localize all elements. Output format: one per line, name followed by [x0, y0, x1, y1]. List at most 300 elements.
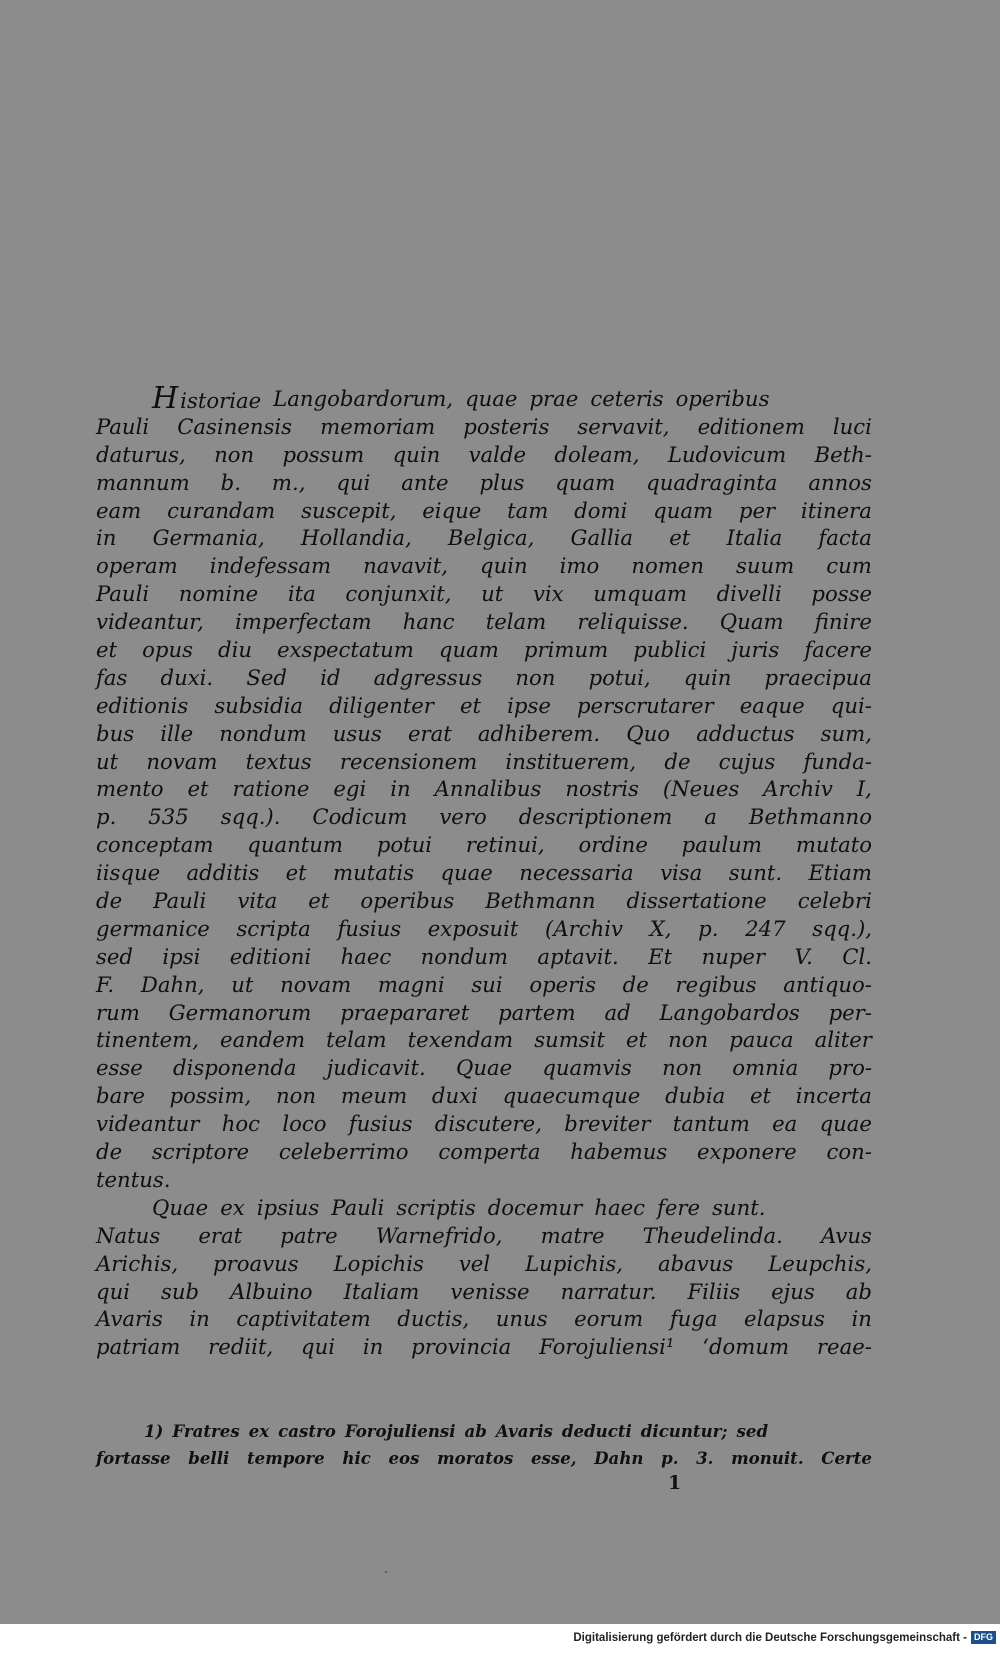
word: additis: [186, 860, 260, 886]
word: suum: [736, 553, 795, 579]
word: navavit,: [363, 553, 448, 579]
word: Forojuliensi¹: [539, 1334, 675, 1360]
word: ratione: [232, 776, 310, 802]
text-line: [96, 943, 872, 971]
word: aliter: [814, 1027, 872, 1053]
word: sunt.: [728, 860, 783, 886]
word: conceptam: [96, 832, 214, 858]
word: Sed: [246, 664, 287, 690]
word: memoriam: [320, 413, 436, 439]
word: necessaria: [519, 860, 634, 886]
word: exposuit: [427, 915, 519, 941]
word: erat: [198, 1222, 243, 1248]
word: de: [96, 888, 123, 914]
word: scriptore: [151, 1139, 250, 1165]
word: conjunxit,: [345, 581, 452, 607]
word: 1): [144, 1421, 164, 1441]
word: mutato: [795, 832, 872, 858]
word: Avus: [820, 1222, 872, 1248]
word: captivitatem: [236, 1306, 371, 1332]
word: ut: [481, 581, 504, 607]
word: id: [320, 664, 341, 690]
word: m.,: [271, 469, 306, 495]
word: fusius: [337, 915, 402, 941]
word: F.: [96, 971, 115, 997]
word: vita: [237, 888, 278, 914]
word: Historiae: [152, 381, 262, 416]
word: eaque: [739, 692, 805, 718]
word: hoc: [221, 1111, 261, 1137]
text-line: [96, 608, 872, 636]
word: mannum: [96, 469, 190, 495]
word: p.: [698, 915, 719, 941]
word: vix: [532, 581, 564, 607]
word: telam: [485, 609, 547, 635]
word: possim,: [169, 1083, 252, 1109]
text-line: [96, 1305, 872, 1333]
text-line: [96, 831, 872, 859]
text-line: [96, 1194, 872, 1222]
word: loco: [282, 1111, 327, 1137]
word: duxi.: [160, 664, 214, 690]
word: non: [662, 1055, 703, 1081]
word: funda-: [803, 748, 872, 774]
text-line: [96, 1250, 872, 1278]
word: posteris: [463, 413, 550, 439]
word: egi: [333, 776, 367, 802]
word: quin: [683, 664, 732, 690]
word: Casinensis: [177, 413, 293, 439]
word: 3.: [696, 1448, 714, 1468]
word: quamvis: [542, 1055, 632, 1081]
text-line: [96, 524, 872, 552]
word: discutere,: [434, 1111, 542, 1137]
word: proavus: [213, 1250, 299, 1276]
text-line: [96, 775, 872, 803]
text-line: [96, 1222, 872, 1250]
word: Leupchis,: [768, 1250, 872, 1276]
word: in: [362, 1334, 384, 1360]
text-line: [96, 1166, 872, 1194]
text-line: [96, 1278, 872, 1306]
word: luci: [832, 413, 872, 439]
word: tempore: [246, 1448, 325, 1468]
word: Belgica,: [447, 525, 535, 551]
word: Theudelinda.: [642, 1222, 783, 1248]
word: haec: [340, 943, 392, 969]
word: germanice: [96, 915, 210, 941]
word: qui: [336, 469, 371, 495]
word: patriam: [96, 1334, 181, 1360]
word: divelli: [716, 581, 782, 607]
word: tinentem,: [96, 1027, 199, 1053]
word: pauca: [729, 1027, 794, 1053]
text-line: [96, 413, 872, 441]
word: Dahn: [594, 1448, 644, 1468]
word: qui: [301, 1334, 336, 1360]
word: in: [96, 525, 117, 551]
word: de: [622, 971, 649, 997]
word: quantum: [247, 832, 344, 858]
word: I,: [856, 776, 872, 802]
word: (Archiv: [545, 915, 623, 941]
word: Etiam: [808, 860, 872, 886]
word: instituerem,: [505, 748, 637, 774]
text-line: [96, 915, 872, 943]
text-line: [96, 720, 872, 748]
word: Quo: [626, 720, 671, 746]
footnote-line: [96, 1445, 872, 1472]
word: habemus: [570, 1139, 668, 1165]
digitization-credit: [573, 1631, 996, 1644]
word: Arichis,: [96, 1250, 179, 1276]
word: Pauli: [96, 581, 150, 607]
word: quam: [438, 637, 499, 663]
word: b.: [220, 469, 241, 495]
word: Codicum: [312, 804, 408, 830]
word: Gallia: [570, 525, 634, 551]
word: fortasse: [96, 1448, 171, 1468]
word: imo: [559, 553, 600, 579]
word: daturus,: [96, 441, 186, 467]
word: fusius: [348, 1111, 413, 1137]
initial-letter: H: [152, 381, 179, 416]
word: ab: [464, 1421, 487, 1441]
word: dubia: [665, 1083, 726, 1109]
word: editionem: [697, 413, 805, 439]
word: Bethmann: [485, 888, 596, 914]
word: editionis: [96, 692, 189, 718]
word: unus: [495, 1306, 548, 1332]
word: ea: [772, 1111, 798, 1137]
word: Forojuliensi: [344, 1421, 456, 1441]
text-line: [96, 664, 872, 692]
word: (Neues: [662, 776, 740, 802]
word: domi: [574, 497, 628, 523]
word: texendam: [407, 1027, 514, 1053]
word: pro-: [828, 1055, 872, 1081]
text-line: [96, 748, 872, 776]
word: Certe: [821, 1448, 872, 1468]
word: reliquisse.: [577, 609, 689, 635]
word: venisse: [450, 1278, 530, 1304]
word: Italiam: [343, 1278, 420, 1304]
word: sub: [161, 1278, 200, 1304]
word: omnia: [732, 1055, 799, 1081]
word: Avaris: [96, 1306, 163, 1332]
word: X,: [649, 915, 672, 941]
word: et: [308, 888, 330, 914]
word: rediit,: [208, 1334, 274, 1360]
word: incerta: [795, 1083, 872, 1109]
word: antiquo-: [783, 971, 872, 997]
word: ipsius: [256, 1194, 320, 1220]
word: in: [390, 776, 411, 802]
word: publici: [633, 637, 707, 663]
word: ille: [160, 720, 194, 746]
word: sum,: [820, 720, 872, 746]
word: servavit,: [577, 413, 670, 439]
word: cum: [826, 553, 872, 579]
word: de: [664, 748, 691, 774]
word: disponenda: [173, 1055, 297, 1081]
word: vero: [439, 804, 487, 830]
word: mento: [96, 776, 164, 802]
word: operis: [529, 971, 596, 997]
word: operam: [96, 553, 178, 579]
word: per: [738, 497, 776, 523]
word: sumsit: [534, 1027, 605, 1053]
word: Germania,: [152, 525, 265, 551]
word: adhiberem.: [477, 720, 601, 746]
word: Bethmanno: [748, 804, 872, 830]
word: Pauli: [153, 888, 207, 914]
word: Et: [648, 943, 673, 969]
word: primum: [523, 637, 609, 663]
text-line: [96, 1082, 872, 1110]
word: diligenter: [329, 692, 434, 718]
text-line: [96, 636, 872, 664]
text-line: [96, 1333, 872, 1361]
word: hic: [342, 1448, 371, 1468]
word: tam: [507, 497, 549, 523]
word: possum: [282, 441, 365, 467]
text-line: [96, 580, 872, 608]
word: nostris: [565, 776, 639, 802]
word: belli: [188, 1448, 230, 1468]
text-line: [96, 999, 872, 1027]
word: nomen: [631, 553, 704, 579]
word: Fratres: [172, 1421, 240, 1441]
word: castro: [278, 1421, 336, 1441]
word: Cl.: [842, 943, 872, 969]
text-line: [96, 887, 872, 915]
word: abavus: [657, 1250, 734, 1276]
word: monuit.: [731, 1448, 804, 1468]
word: per-: [828, 999, 872, 1025]
word: eique: [422, 497, 482, 523]
word: quin: [480, 553, 528, 579]
word: ipse: [507, 692, 551, 718]
word: regibus: [675, 971, 757, 997]
word: V.: [794, 943, 813, 969]
word: perscrutarer: [576, 692, 714, 718]
word: Lupichis,: [525, 1250, 624, 1276]
word: et: [96, 637, 118, 663]
word: umquam: [593, 581, 687, 607]
word: rum: [96, 999, 140, 1025]
word: sqq.),: [812, 915, 872, 941]
text-line: [96, 971, 872, 999]
word: Beth-: [814, 441, 872, 467]
word: Quam: [719, 609, 784, 635]
text-line: [96, 692, 872, 720]
word: haec: [594, 1194, 645, 1220]
word: usus: [332, 720, 382, 746]
word: quam: [555, 469, 616, 495]
word: Warnefrido,: [375, 1222, 503, 1248]
text-line: [96, 1054, 872, 1082]
word: quae: [819, 1111, 872, 1137]
word: potui: [376, 832, 433, 858]
word: Italia: [726, 525, 783, 551]
word: sunt.: [712, 1194, 766, 1220]
word: curandam: [167, 497, 276, 523]
word: adductus: [696, 720, 795, 746]
word: Lopichis: [333, 1250, 424, 1276]
word: praepararet: [340, 999, 470, 1025]
word: novam: [280, 971, 352, 997]
text-line: [96, 441, 872, 469]
word: Langobardorum,: [273, 386, 454, 411]
word: judicavit.: [326, 1055, 426, 1081]
word: Hollandia,: [300, 525, 412, 551]
word: retinui,: [465, 832, 545, 858]
word: partem: [498, 999, 576, 1025]
dfg-logo: DFG: [971, 1631, 996, 1644]
word: 247: [745, 915, 786, 941]
word: diu: [218, 637, 253, 663]
word: Filiis: [687, 1278, 741, 1304]
word: a: [704, 804, 717, 830]
word: quam: [653, 497, 714, 523]
word: non: [515, 664, 556, 690]
text-line: [96, 803, 872, 831]
word: doleam,: [554, 441, 640, 467]
word: meum: [340, 1083, 408, 1109]
word: indefessam: [209, 553, 332, 579]
text-line: [96, 381, 872, 416]
word: operibus: [675, 386, 770, 411]
word: Dahn,: [140, 971, 205, 997]
word: potui,: [588, 664, 651, 690]
word: provincia: [411, 1334, 512, 1360]
word: 535: [148, 804, 189, 830]
word: juris: [731, 637, 780, 663]
word: quaecumque: [502, 1083, 641, 1109]
word: quin: [392, 441, 441, 467]
word: operibus: [360, 888, 455, 914]
word: bus: [96, 720, 135, 746]
word: praecipua: [764, 664, 872, 690]
word: iisque: [96, 860, 161, 886]
word: con-: [826, 1139, 872, 1165]
word: dissertatione: [626, 888, 767, 914]
word: et: [749, 1083, 772, 1109]
word: dicuntur;: [640, 1421, 728, 1441]
word: ceteris: [590, 386, 664, 411]
word: matre: [540, 1222, 605, 1248]
word: valde: [468, 441, 527, 467]
text-line: [96, 497, 872, 525]
word: fuga: [669, 1306, 718, 1332]
word: ejus: [771, 1278, 815, 1304]
word: Avaris: [495, 1421, 553, 1441]
word: ex: [220, 1194, 245, 1220]
word: finire: [814, 609, 872, 635]
word: breviter: [564, 1111, 651, 1137]
word: tantum: [672, 1111, 750, 1137]
word: editioni: [229, 943, 312, 969]
footnote-block: [96, 1418, 872, 1472]
text-line: [96, 1026, 872, 1054]
word: scriptis: [396, 1194, 476, 1220]
word: et: [460, 692, 482, 718]
word: Annalibus: [434, 776, 542, 802]
word: ante: [401, 469, 449, 495]
word: et: [187, 776, 209, 802]
word: reae-: [816, 1334, 872, 1360]
word: et: [626, 1027, 648, 1053]
word: Quae: [152, 1194, 209, 1220]
word: Langobardos: [659, 999, 800, 1025]
word: opus: [142, 637, 193, 663]
word: quae: [440, 860, 493, 886]
word: elapsus: [744, 1306, 825, 1332]
word: qui-: [830, 692, 872, 718]
word: non: [214, 441, 255, 467]
word: docemur: [487, 1194, 583, 1220]
word: p.: [96, 804, 117, 830]
word: et: [285, 860, 307, 886]
word: eandem: [220, 1027, 306, 1053]
word: et: [669, 525, 691, 551]
word: erat: [407, 720, 452, 746]
word: ad: [604, 999, 631, 1025]
word: plus: [479, 469, 525, 495]
word: facere: [804, 637, 872, 663]
word: nuper: [701, 943, 766, 969]
word: ductis,: [397, 1306, 470, 1332]
word: non: [276, 1083, 317, 1109]
word: annos: [808, 469, 872, 495]
word: aptavit.: [537, 943, 619, 969]
word: eam: [96, 497, 142, 523]
word: quae: [465, 386, 518, 411]
word: Albuino: [230, 1278, 313, 1304]
word: p.: [661, 1448, 679, 1468]
word: videantur: [96, 1111, 200, 1137]
word: nondum: [219, 720, 307, 746]
word: eos: [388, 1448, 420, 1468]
word: nondum: [420, 943, 509, 969]
word: ipsi: [162, 943, 201, 969]
word: narratur.: [560, 1278, 657, 1304]
word: celeberrimo: [278, 1139, 409, 1165]
word: facta: [818, 525, 872, 551]
word: moratos: [437, 1448, 514, 1468]
word: Pauli: [331, 1194, 385, 1220]
word: prae: [529, 386, 579, 411]
word: fere: [657, 1194, 701, 1220]
word: recensionem: [339, 748, 478, 774]
word: magni: [377, 971, 445, 997]
word: quadraginta: [646, 469, 778, 495]
word: esse,: [530, 1448, 577, 1468]
text-line: [96, 469, 872, 497]
word: imperfectam: [234, 609, 372, 635]
scan-speck: [385, 1571, 387, 1573]
word: esse: [96, 1055, 143, 1081]
word: Archiv: [763, 776, 833, 802]
word: subsidia: [214, 692, 304, 718]
text-line: [96, 1138, 872, 1166]
word: Ludovicum: [667, 441, 787, 467]
word: bare: [96, 1083, 145, 1109]
word: deducti: [561, 1421, 632, 1441]
text-line: [96, 1110, 872, 1138]
word: qui: [96, 1278, 130, 1304]
